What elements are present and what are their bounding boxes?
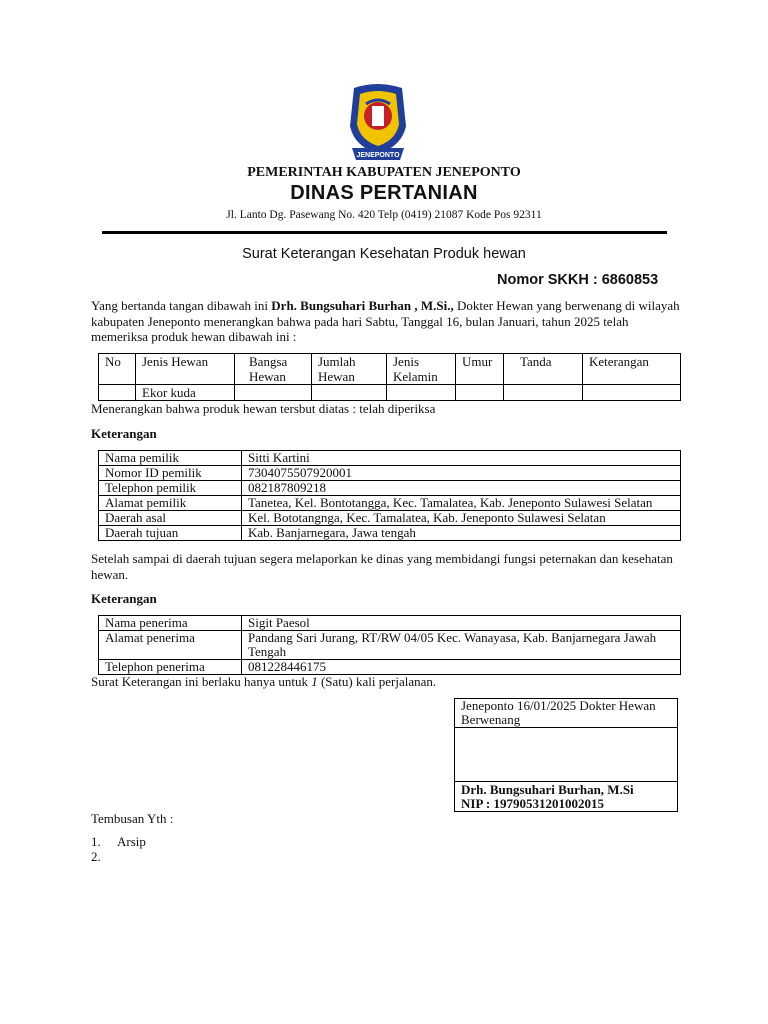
regency-logo-icon — [346, 82, 410, 166]
owner-label: Nomor ID pemilik — [99, 466, 242, 481]
cell-jenis-hewan: Ekor kuda — [136, 385, 235, 401]
owner-label: Alamat pemilik — [99, 496, 242, 511]
validity-note — [91, 674, 436, 690]
intro-prefix: Yang bertanda tangan dibawah ini — [91, 298, 272, 313]
owner-value: Kab. Banjarnegara, Jawa tengah — [242, 526, 681, 541]
owner-value: 7304075507920001 — [242, 466, 681, 481]
government-name: PEMERINTAH KABUPATEN JENEPONTO — [247, 165, 521, 180]
table-row — [99, 466, 681, 481]
owner-section-heading: Keterangan — [91, 426, 157, 441]
table-row — [99, 631, 681, 660]
intro-suffix: Dokter Hewan yang berwenang di wilayah kabupaten Jeneponto menerangkan bahwa pada hari Sabtu, Tanggal 16, bulan Januari, tahun 2025 telah memeriksa produk hewan dibawah ini : — [91, 298, 680, 344]
table-row — [99, 616, 681, 631]
col-header-jenis-hewan: Jenis Hewan — [136, 354, 235, 385]
table-row — [99, 385, 681, 401]
product-table-header — [99, 354, 681, 385]
list-item — [91, 834, 146, 850]
document-title: Surat Keterangan Kesehatan Produk hewan — [242, 246, 526, 262]
receiver-label: Telephon penerima — [99, 660, 242, 675]
cc-item-text: Arsip — [117, 834, 146, 849]
cell-tanda — [504, 385, 583, 401]
signer-name: Drh. Bungsuhari Burhan, M.Si — [461, 782, 634, 797]
validity-prefix: Surat Keterangan ini berlaku hanya untuk — [91, 674, 312, 689]
table-row — [99, 496, 681, 511]
receiver-table — [98, 615, 681, 675]
owner-value: Tanetea, Kel. Bontotangga, Kec. Tamalatea, Kab. Jeneponto Sulawesi Selatan — [242, 496, 681, 511]
col-header-no: No — [99, 354, 136, 385]
cc-title: Tembusan Yth : — [91, 811, 174, 826]
table-row — [99, 511, 681, 526]
signature-area — [455, 728, 677, 782]
col-header-tanda: Tanda — [504, 354, 583, 385]
owner-label: Telephon pemilik — [99, 481, 242, 496]
table-row — [99, 451, 681, 466]
report-note: Setelah sampai di daerah tujuan segera melaporkan ke dinas yang membidangi fungsi peternakan dan kesehatan hewan. — [91, 551, 673, 582]
receiver-label: Alamat penerima — [99, 631, 242, 660]
signature-box — [454, 698, 678, 812]
cc-item-number: 1. — [91, 834, 101, 849]
owner-value: Kel. Bototangnga, Kec. Tamalatea, Kab. Jeneponto Sulawesi Selatan — [242, 511, 681, 526]
receiver-section-heading: Keterangan — [91, 591, 157, 606]
signer-nip: NIP : 19790531201002015 — [461, 796, 604, 811]
table-row — [99, 526, 681, 541]
col-header-bangsa-hewan: Bangsa Hewan — [235, 354, 312, 385]
validity-suffix: (Satu) kali perjalanan. — [317, 674, 437, 689]
intro-paragraph — [91, 298, 681, 345]
col-header-jumlah-hewan: Jumlah Hewan — [312, 354, 387, 385]
cc-item-number: 2. — [91, 849, 101, 864]
receiver-value: Sigit Paesol — [242, 616, 681, 631]
examined-statement: Menerangkan bahwa produk hewan tersbut diatas : telah diperiksa — [91, 401, 436, 416]
validity-count: 1 — [311, 674, 318, 689]
owner-value: 082187809218 — [242, 481, 681, 496]
logo-banner-text: JENEPONTO — [356, 152, 400, 159]
cell-jenis-kelamin — [387, 385, 456, 401]
document-number: Nomor SKKH : 6860853 — [497, 272, 659, 288]
receiver-value: Pandang Sari Jurang, RT/RW 04/05 Kec. Wanayasa, Kab. Banjarnegara Jawah Tengah — [242, 631, 681, 660]
owner-label: Daerah tujuan — [99, 526, 242, 541]
owner-table — [98, 450, 681, 541]
cell-no — [99, 385, 136, 401]
owner-label: Daerah asal — [99, 511, 242, 526]
cell-keterangan — [583, 385, 681, 401]
vet-name: Drh. Bungsuhari Burhan , M.Si., — [271, 298, 454, 313]
col-header-umur: Umur — [456, 354, 504, 385]
col-header-keterangan: Keterangan — [583, 354, 681, 385]
cell-jumlah-hewan — [312, 385, 387, 401]
list-item — [91, 849, 117, 865]
col-header-jenis-kelamin: Jenis Kelamin — [387, 354, 456, 385]
owner-value: Sitti Kartini — [242, 451, 681, 466]
product-table — [98, 353, 681, 401]
receiver-label: Nama penerima — [99, 616, 242, 631]
signature-place-date: Jeneponto 16/01/2025 Dokter Hewan Berwenang — [455, 699, 677, 728]
table-row — [99, 660, 681, 675]
receiver-value: 081228446175 — [242, 660, 681, 675]
header-divider — [102, 231, 667, 234]
table-row — [99, 481, 681, 496]
office-address: Jl. Lanto Dg. Pasewang No. 420 Telp (0419) 21087 Kode Pos 92311 — [226, 209, 542, 221]
department-name: DINAS PERTANIAN — [290, 182, 478, 204]
cell-umur — [456, 385, 504, 401]
cell-bangsa-hewan — [235, 385, 312, 401]
owner-label: Nama pemilik — [99, 451, 242, 466]
